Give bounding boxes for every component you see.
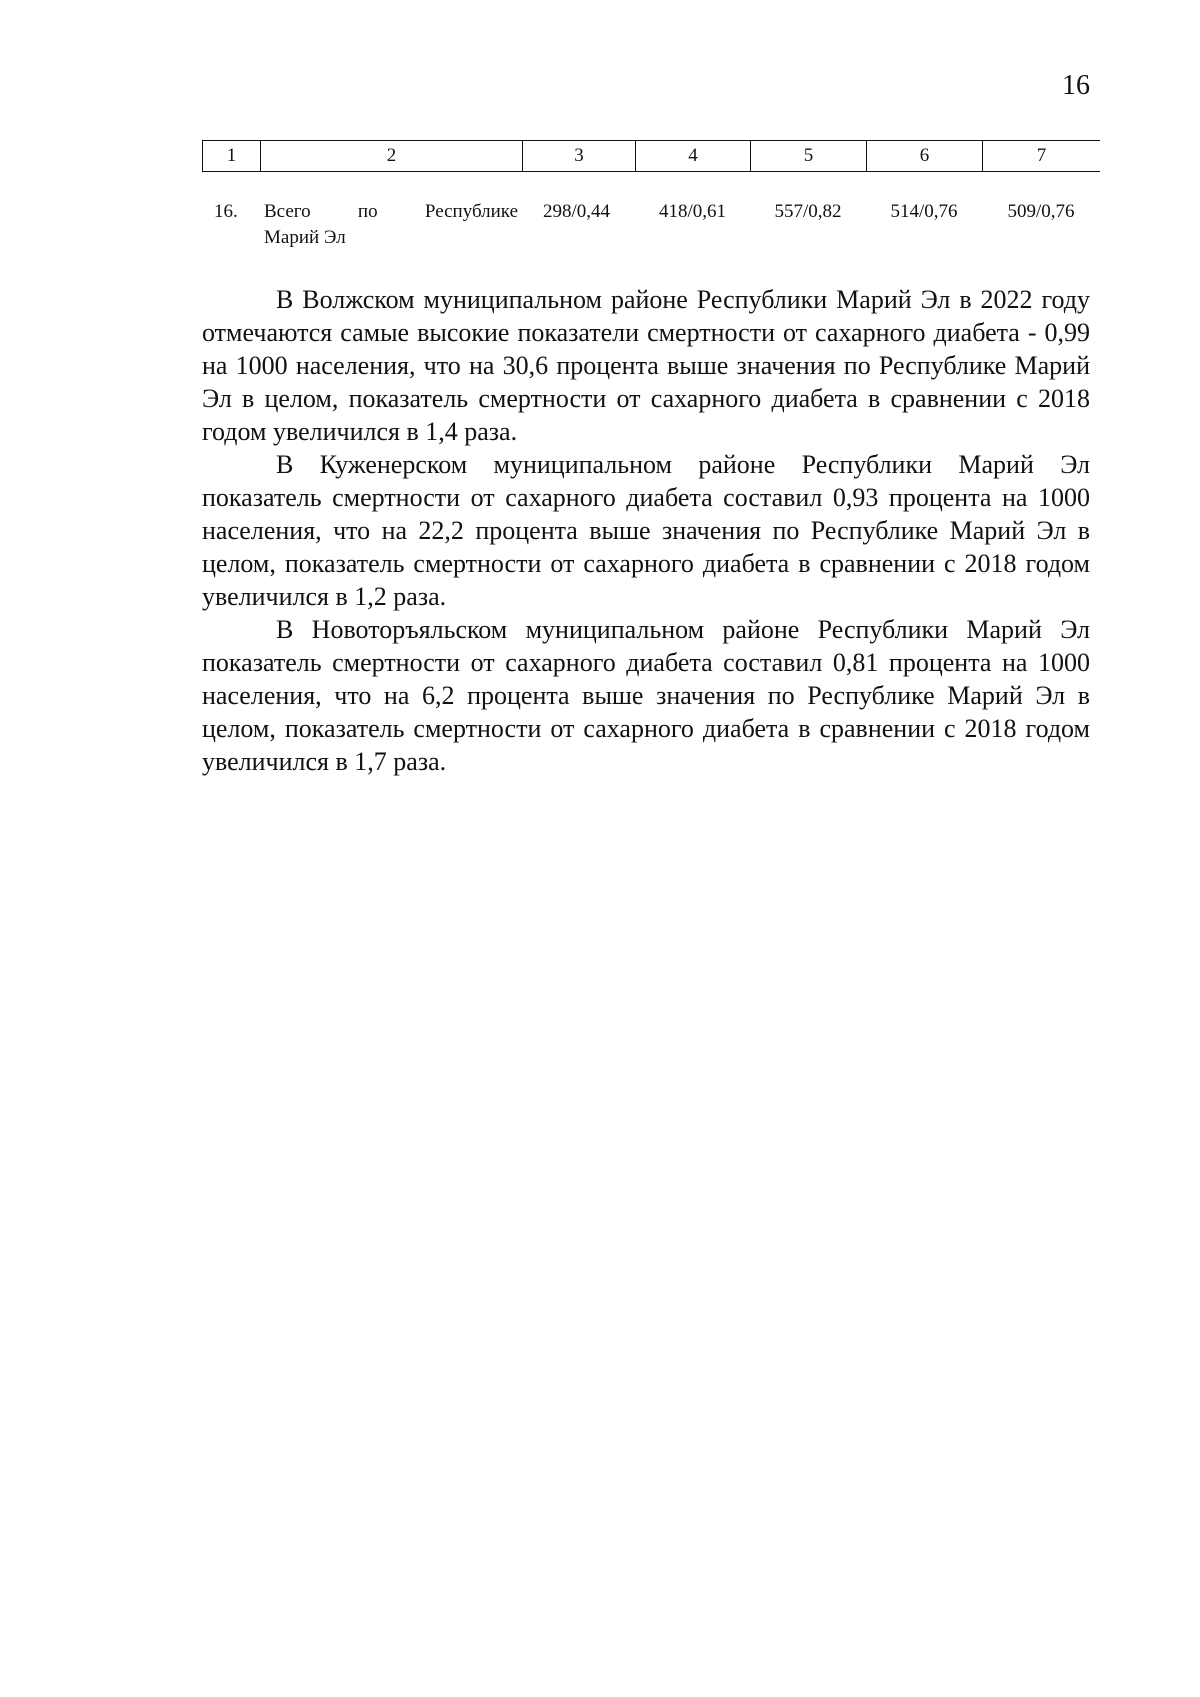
row-value-2019: 418/0,61 xyxy=(658,201,727,222)
row-value-2018: 298/0,44 xyxy=(542,201,611,222)
row-name-line2: Марий Эл xyxy=(264,227,346,248)
paragraph-novotoryalsky: В Новоторъяльском муниципальном районе Республики Марий Эл показатель смертности от сахарного диабета составил 0,81 процента на 1000 населения, что на 6,2 процента выше значения по Республике Марий Эл в целом, показатель смертности от сахарного диабета в сравнении с 2018 годом увеличился в 1,7 раза. xyxy=(202,615,1090,776)
column-number-5: 5 xyxy=(750,141,866,171)
table-column-numbers xyxy=(202,140,1100,172)
row-value-2020: 557/0,82 xyxy=(774,201,842,222)
column-number-7: 7 xyxy=(982,141,1100,171)
row-name-word: Всего xyxy=(264,201,311,222)
column-number-6: 6 xyxy=(866,141,982,171)
column-number-2: 2 xyxy=(260,141,522,171)
column-number-3: 3 xyxy=(522,141,635,171)
row-number: 16. xyxy=(214,201,238,222)
row-value-2022: 509/0,76 xyxy=(1007,201,1075,222)
body-text xyxy=(202,283,1090,778)
column-number-1: 1 xyxy=(202,141,260,171)
table-row xyxy=(202,199,1100,251)
row-name-word: по xyxy=(357,201,378,222)
column-number-4: 4 xyxy=(635,141,750,171)
row-value-2021: 514/0,76 xyxy=(890,201,958,222)
paragraph-kuzhenersky: В Куженерском муниципальном районе Республики Марий Эл показатель смертности от сахарного диабета составил 0,93 процента на 1000 населения, что на 22,2 процента выше значения по Республике Марий Эл в целом, показатель смертности от сахарного диабета в сравнении с 2018 годом увеличился в 1,2 раза. xyxy=(202,450,1090,611)
page-number: 16 xyxy=(1062,70,1090,101)
row-name-word: Республике xyxy=(424,201,518,222)
paragraph-volzhsky: В Волжском муниципальном районе Республики Марий Эл в 2022 году отмечаются самые высокие показатели смертности от сахарного диабета - 0,99 на 1000 населения, что на 30,6 процента выше значения по Республике Марий Эл в целом, показатель смертности от сахарного диабета в сравнении с 2018 годом увеличился в 1,4 раза. xyxy=(202,285,1090,446)
row-name xyxy=(260,199,518,251)
